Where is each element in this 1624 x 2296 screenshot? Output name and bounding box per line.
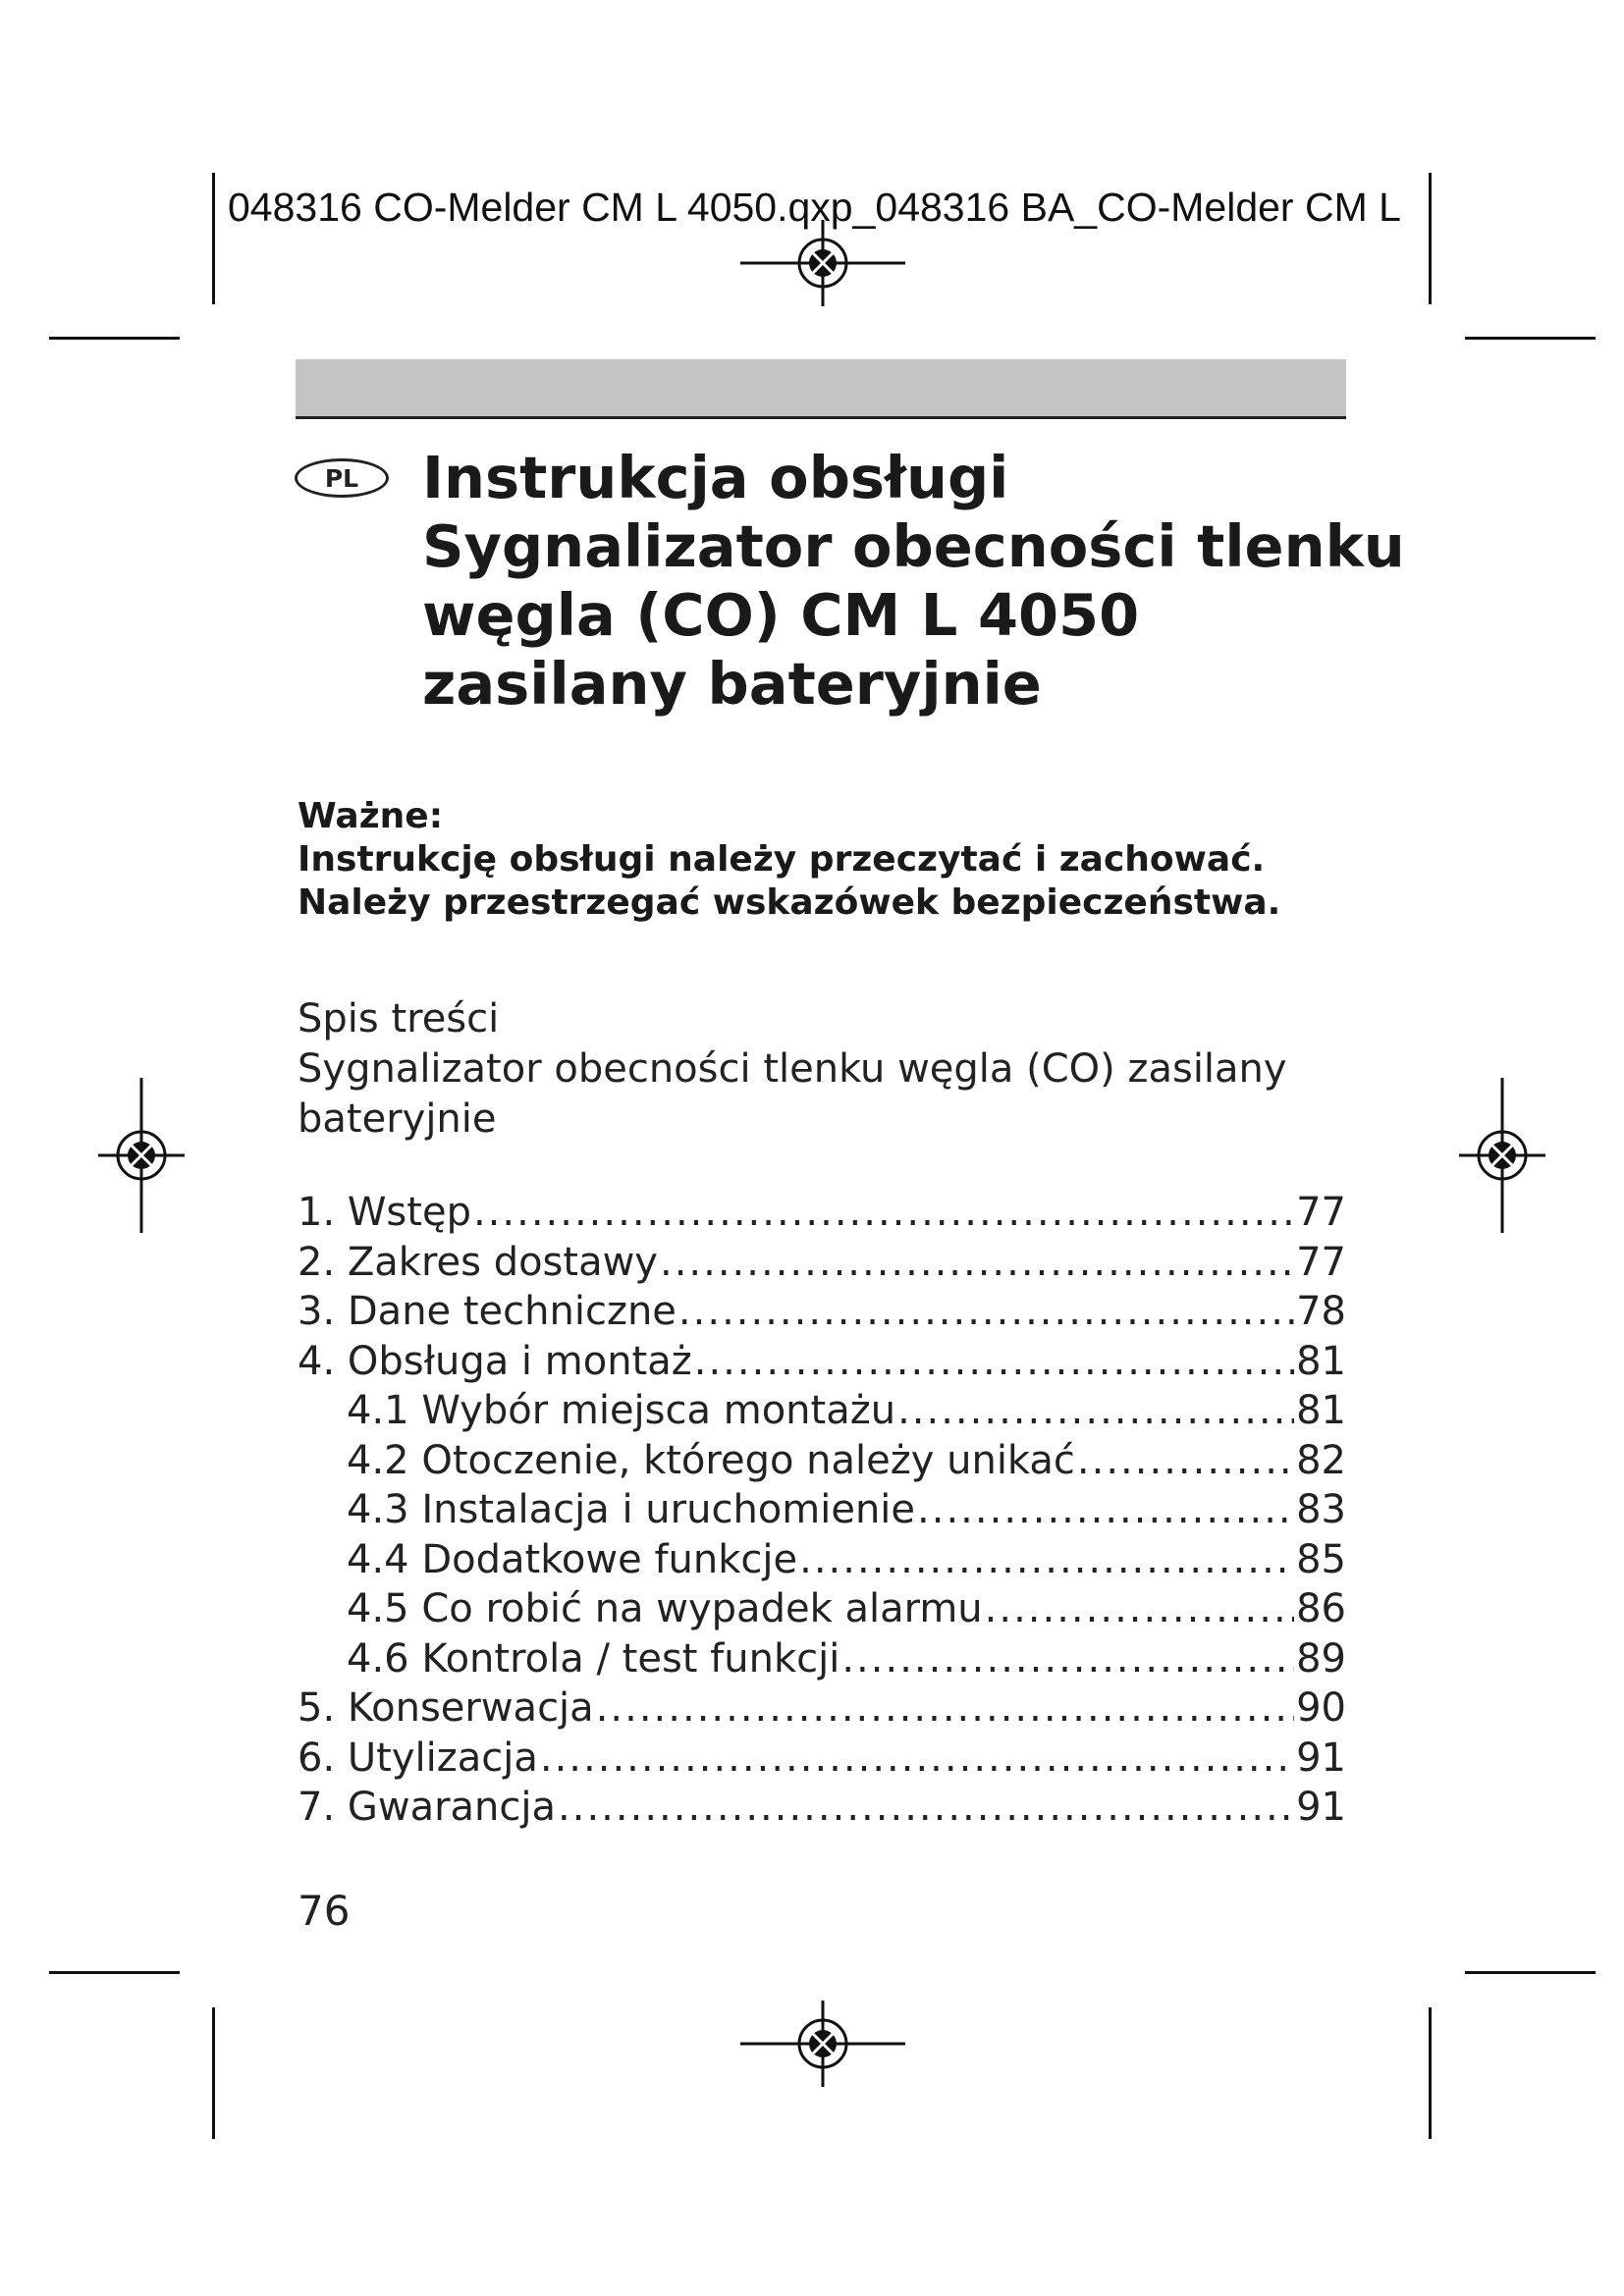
important-notice	[298, 795, 1378, 925]
toc-entry-page: 85	[1296, 1536, 1346, 1582]
toc-entry-page: 77	[1296, 1190, 1346, 1235]
toc-entry-label: 4.2 Otoczenie, którego należy unikać	[347, 1437, 1075, 1483]
toc-entry[interactable]	[298, 1240, 1346, 1290]
toc-entry[interactable]	[298, 1636, 1346, 1686]
toc-entry[interactable]	[298, 1339, 1346, 1389]
toc-entry[interactable]	[298, 1735, 1346, 1786]
toc-dot-leader	[1077, 1438, 1294, 1483]
toc-entry[interactable]	[298, 1537, 1346, 1587]
toc-dot-leader	[678, 1289, 1294, 1334]
toc-entry-page: 83	[1296, 1487, 1346, 1532]
toc-entry-page: 91	[1296, 1785, 1346, 1830]
crop-mark-top-left-horizontal	[49, 337, 180, 340]
toc-entry-label: 6. Utylizacja	[298, 1735, 538, 1781]
language-badge: PL	[295, 458, 389, 498]
toc-entry[interactable]	[298, 1685, 1346, 1735]
print-slug: 048316 CO-Melder CM L 4050.qxp_048316 BA_CO-Melder CM L	[228, 185, 1401, 230]
toc-entry[interactable]	[298, 1438, 1346, 1488]
toc-entry-page: 81	[1296, 1338, 1346, 1384]
toc-entry-label: 4.3 Instalacja i uruchomienie	[347, 1487, 916, 1532]
toc-heading	[298, 994, 1378, 1145]
toc-entry-label: 2. Zakres dostawy	[298, 1239, 658, 1285]
toc-entry[interactable]	[298, 1289, 1346, 1339]
toc-dot-leader	[558, 1785, 1294, 1830]
toc-entry-label: 3. Dane techniczne	[298, 1289, 677, 1334]
header-rule	[296, 416, 1346, 419]
toc-entry-page: 82	[1296, 1437, 1346, 1483]
toc-entry-label: 4.1 Wybór miejsca montażu	[347, 1388, 896, 1433]
important-line: Instrukcję obsługi należy przeczytać i zachować.	[298, 839, 1266, 880]
toc-dot-leader	[540, 1735, 1294, 1781]
toc-entry[interactable]	[298, 1586, 1346, 1636]
title-line: Instrukcja obsługi	[422, 444, 1009, 511]
toc-dot-leader	[660, 1240, 1294, 1285]
title-line: zasilany bateryjnie	[422, 650, 1042, 718]
toc-entry[interactable]	[298, 1785, 1346, 1835]
toc-entry-page: 89	[1296, 1635, 1346, 1682]
important-line: Należy przestrzegać wskazówek bezpieczeństwa.	[298, 882, 1281, 923]
toc-dot-leader	[985, 1586, 1294, 1631]
crop-mark-top-right-vertical	[1429, 173, 1432, 304]
toc-entry-page: 78	[1296, 1289, 1346, 1334]
toc-dot-leader	[473, 1190, 1294, 1235]
registration-mark-top-icon	[738, 218, 907, 308]
title-line: węgla (CO) CM L 4050	[422, 581, 1140, 649]
toc-entry-page: 86	[1296, 1586, 1346, 1631]
toc-entry-label: 4.5 Co robić na wypadek alarmu	[347, 1586, 983, 1631]
toc-entry-label: 7. Gwarancja	[298, 1785, 557, 1830]
title-line: Sygnalizator obecności tlenku	[422, 512, 1405, 580]
important-heading: Ważne:	[298, 796, 444, 836]
toc-entry-label: 5. Konserwacja	[298, 1685, 594, 1731]
toc-dot-leader	[694, 1339, 1294, 1384]
crop-mark-bottom-left-horizontal	[49, 1971, 180, 1974]
toc-heading-title: Spis treści	[298, 996, 500, 1041]
registration-mark-left-icon	[96, 1076, 187, 1235]
toc-dot-leader	[917, 1487, 1294, 1532]
registration-mark-bottom-icon	[738, 1999, 907, 2089]
header-gray-bar	[296, 359, 1346, 416]
toc-entry-page: 90	[1296, 1685, 1346, 1731]
toc-dot-leader	[897, 1388, 1294, 1433]
toc-heading-subtitle: bateryjnie	[298, 1096, 497, 1142]
toc-dot-leader	[596, 1685, 1294, 1731]
document-title	[422, 444, 1405, 719]
toc-entry-page: 81	[1296, 1388, 1346, 1433]
toc-heading-subtitle: Sygnalizator obecności tlenku węgla (CO) zasilany	[298, 1046, 1287, 1092]
toc-entry-label: 4. Obsługa i montaż	[298, 1338, 692, 1384]
toc-dot-leader	[841, 1636, 1294, 1682]
toc-entry-page: 91	[1296, 1735, 1346, 1781]
toc-entry-label: 1. Wstęp	[298, 1190, 471, 1235]
toc-entry[interactable]	[298, 1388, 1346, 1438]
toc-dot-leader	[799, 1537, 1294, 1582]
crop-mark-top-left-vertical	[212, 173, 215, 304]
toc-entry[interactable]	[298, 1190, 1346, 1240]
toc-entry[interactable]	[298, 1487, 1346, 1537]
crop-mark-bottom-right-horizontal	[1465, 1971, 1596, 1974]
crop-mark-top-right-horizontal	[1465, 337, 1596, 340]
registration-mark-right-icon	[1457, 1076, 1547, 1235]
page-number: 76	[298, 1887, 351, 1935]
toc-entry-label: 4.6 Kontrola / test funkcji	[347, 1635, 840, 1682]
toc-entry-label: 4.4 Dodatkowe funkcje	[347, 1536, 798, 1582]
toc-entry-page: 77	[1296, 1239, 1346, 1285]
crop-mark-bottom-right-vertical	[1429, 2007, 1432, 2139]
table-of-contents	[298, 1190, 1346, 1835]
crop-mark-bottom-left-vertical	[212, 2007, 215, 2139]
